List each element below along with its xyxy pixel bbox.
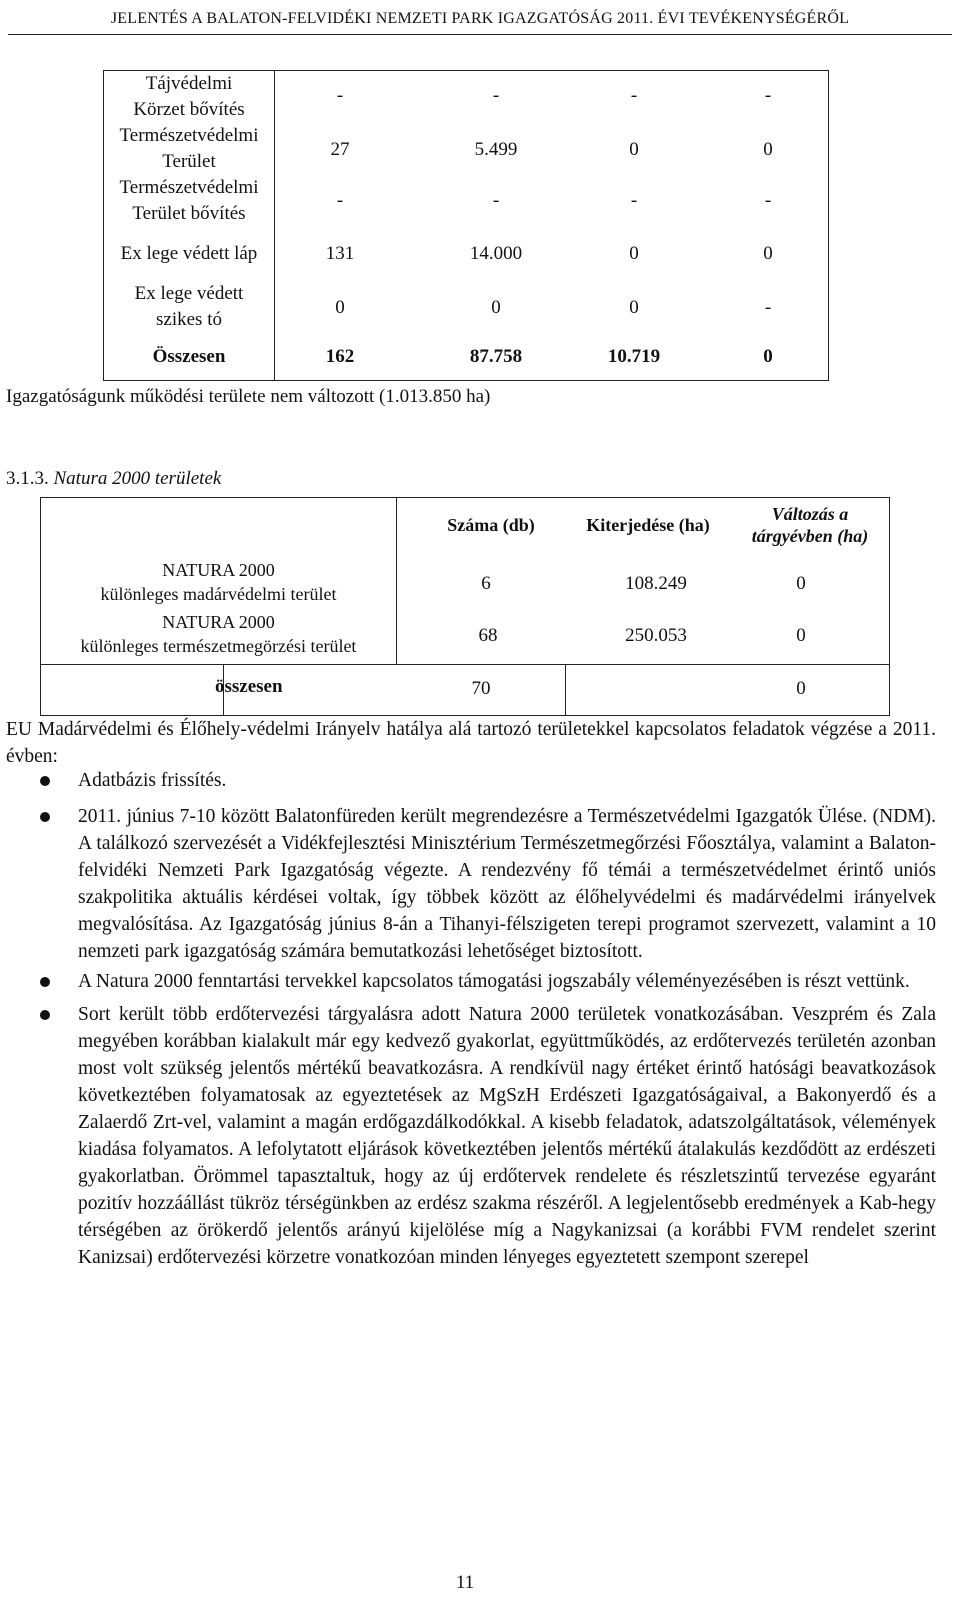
list-item-text: 2011. június 7-10 között Balatonfüreden került megrendezésre a Természetvédelmi Igazgatók Ülése. (NDM). A találkozó szervezését a Vidékfejlesztési Minisztérium Természetmegőrzési Főosztálya, valamint a Balaton-felvidéki Nemzeti Park Igazgatóság végezte. A rendezvény fő témái a természetvédelmet érintő uniós szakpolitika aktuális kérdései voltak, így többek között az élőhelyvédelmi és madárvédelmi irányelvek megvalósítása. Az Igazgatóság június 8-án a Tihanyi-félszigeten terepi programot szervezett, valamint a 10 nemzeti park igazgatóság számára bemutatkozási lehetőséget biztosított. bbox=[78, 806, 936, 962]
list-item bbox=[6, 767, 936, 794]
row-label: Természetvédelmi Terület bővítés bbox=[119, 177, 259, 224]
table-row bbox=[104, 71, 828, 123]
row-label: Tájvédelmi Körzet bővítés bbox=[133, 73, 245, 120]
cell: 14.000 bbox=[469, 243, 523, 264]
cell: - bbox=[764, 85, 772, 106]
row-label: Összesen bbox=[152, 346, 226, 367]
cell: 6 bbox=[481, 573, 491, 594]
bullet-icon bbox=[40, 776, 50, 786]
section-title: Natura 2000 területek bbox=[53, 468, 222, 489]
cell: 108.249 bbox=[625, 573, 687, 594]
cell: 0 bbox=[491, 297, 501, 318]
table-divider bbox=[41, 664, 889, 665]
bullet-icon bbox=[40, 812, 50, 822]
list-item-text: Adatbázis frissítés. bbox=[78, 770, 227, 791]
table-total-row bbox=[104, 344, 828, 374]
header-change: Változás a tárgyévben (ha) bbox=[751, 504, 869, 546]
table-row bbox=[104, 241, 828, 271]
area-caption: Igazgatóságunk működési területe nem változott (1.013.850 ha) bbox=[6, 386, 491, 407]
protected-areas-table bbox=[103, 70, 829, 381]
table-divider bbox=[396, 498, 397, 664]
cell: - bbox=[630, 85, 638, 106]
list-item bbox=[6, 968, 936, 995]
bullet-list bbox=[6, 767, 936, 1271]
table-divider bbox=[565, 664, 566, 715]
list-item-text: Sort került több erdőtervezési tárgyalásra adott Natura 2000 területek vonatkozásában. Veszprém és Zala megyében korábban kialakult már egy kedvező gyakorlat, együttműködés, az erdőtervezés területén azonban most volt szükség jelentős mértékű beavatkozásra. A rendkívül nagy értéket érintő hatósági beavatkozások következtében folyamatosak az egyeztetések az MgSzH Erdészeti Igazgatóságaival, a Bakonyerdő és a Zalaerdő Zrt-vel, valamint a magán erdőgazdálkodókkal. A kisebb feladatok, adatszolgáltatások, vélemények kiadása folyamatos. A lefolytatott eljárások következtében jelentős mértékű átalakulás kezdődött az erdészeti gyakorlatban. Örömmel tapasztaltuk, hogy az új erdőtervek rendelete és részletszintű tervezése egyaránt pozitív hozzáállást tükröz térségünkben az erdész szakma részéről. A legjelentősebb eredmények a Kab-hegy térségében az örökerdő jelentős arányú kijelölése míg a Nagykanizsai (a korábbi FVM rendelet szerint Kanizsai) erdőtervezési körzetre vonatkozóan minden lényeges egyeztetett szempont szerepel bbox=[78, 1004, 936, 1268]
cell: 0 bbox=[335, 297, 345, 318]
cell: 250.053 bbox=[625, 625, 687, 646]
cell: 0 bbox=[629, 139, 639, 160]
section-heading bbox=[6, 468, 221, 490]
row-label: NATURA 2000 különleges természetmegörzési terület bbox=[80, 612, 357, 656]
bullet-icon bbox=[40, 1010, 50, 1020]
table-row bbox=[104, 281, 828, 333]
list-item-text: A Natura 2000 fenntartási tervekkel kapcsolatos támogatási jogszabály véleményezésében is részt vettünk. bbox=[78, 971, 910, 992]
cell: 162 bbox=[325, 346, 355, 367]
header-count: Száma (db) bbox=[447, 515, 535, 535]
cell: - bbox=[764, 297, 772, 318]
header-area: Kiterjedése (ha) bbox=[586, 515, 710, 535]
cell: - bbox=[764, 190, 772, 211]
natura-table bbox=[40, 497, 890, 716]
header-title: JELENTÉS A BALATON-FELVIDÉKI NEMZETI PARK IGAZGATÓSÁG 2011. ÉVI TEVÉKENYSÉGÉRŐL bbox=[110, 10, 850, 27]
row-label: Ex lege védett szikes tó bbox=[134, 283, 244, 330]
cell: - bbox=[630, 190, 638, 211]
row-label: NATURA 2000 különleges madárvédelmi terület bbox=[100, 560, 337, 604]
cell: - bbox=[492, 85, 500, 106]
page-header bbox=[0, 10, 960, 28]
cell: 10.719 bbox=[607, 346, 661, 367]
table-row bbox=[104, 123, 828, 175]
cell: - bbox=[492, 190, 500, 211]
intro-paragraph: EU Madárvédelmi és Élőhely-védelmi Irányelv hatálya alá tartozó területekkel kapcsolatos feladatok végzése a 2011. évben: bbox=[6, 719, 936, 767]
cell: 27 bbox=[330, 139, 350, 160]
section-number: 3.1.3. bbox=[6, 468, 49, 489]
total-change: 0 bbox=[796, 678, 806, 699]
cell: - bbox=[336, 190, 344, 211]
total-label: összesen bbox=[215, 676, 283, 697]
cell: 0 bbox=[763, 243, 773, 264]
bullet-icon bbox=[40, 977, 50, 987]
cell: 0 bbox=[796, 573, 806, 594]
total-count: 70 bbox=[471, 678, 491, 699]
list-item bbox=[6, 803, 936, 965]
cell: 68 bbox=[478, 625, 498, 646]
cell: 0 bbox=[629, 243, 639, 264]
cell: 5.499 bbox=[474, 139, 518, 160]
page-number: 11 bbox=[455, 1572, 475, 1593]
cell: 0 bbox=[796, 625, 806, 646]
table-row bbox=[104, 175, 828, 227]
cell: - bbox=[336, 85, 344, 106]
cell: 0 bbox=[629, 297, 639, 318]
row-label: Természetvédelmi Terület bbox=[119, 125, 259, 172]
list-item bbox=[6, 1001, 936, 1271]
header-rule bbox=[8, 34, 952, 35]
cell: 0 bbox=[763, 346, 773, 367]
cell: 131 bbox=[325, 243, 355, 264]
cell: 0 bbox=[763, 139, 773, 160]
cell: 87.758 bbox=[469, 346, 523, 367]
row-label: Ex lege védett láp bbox=[120, 243, 258, 264]
